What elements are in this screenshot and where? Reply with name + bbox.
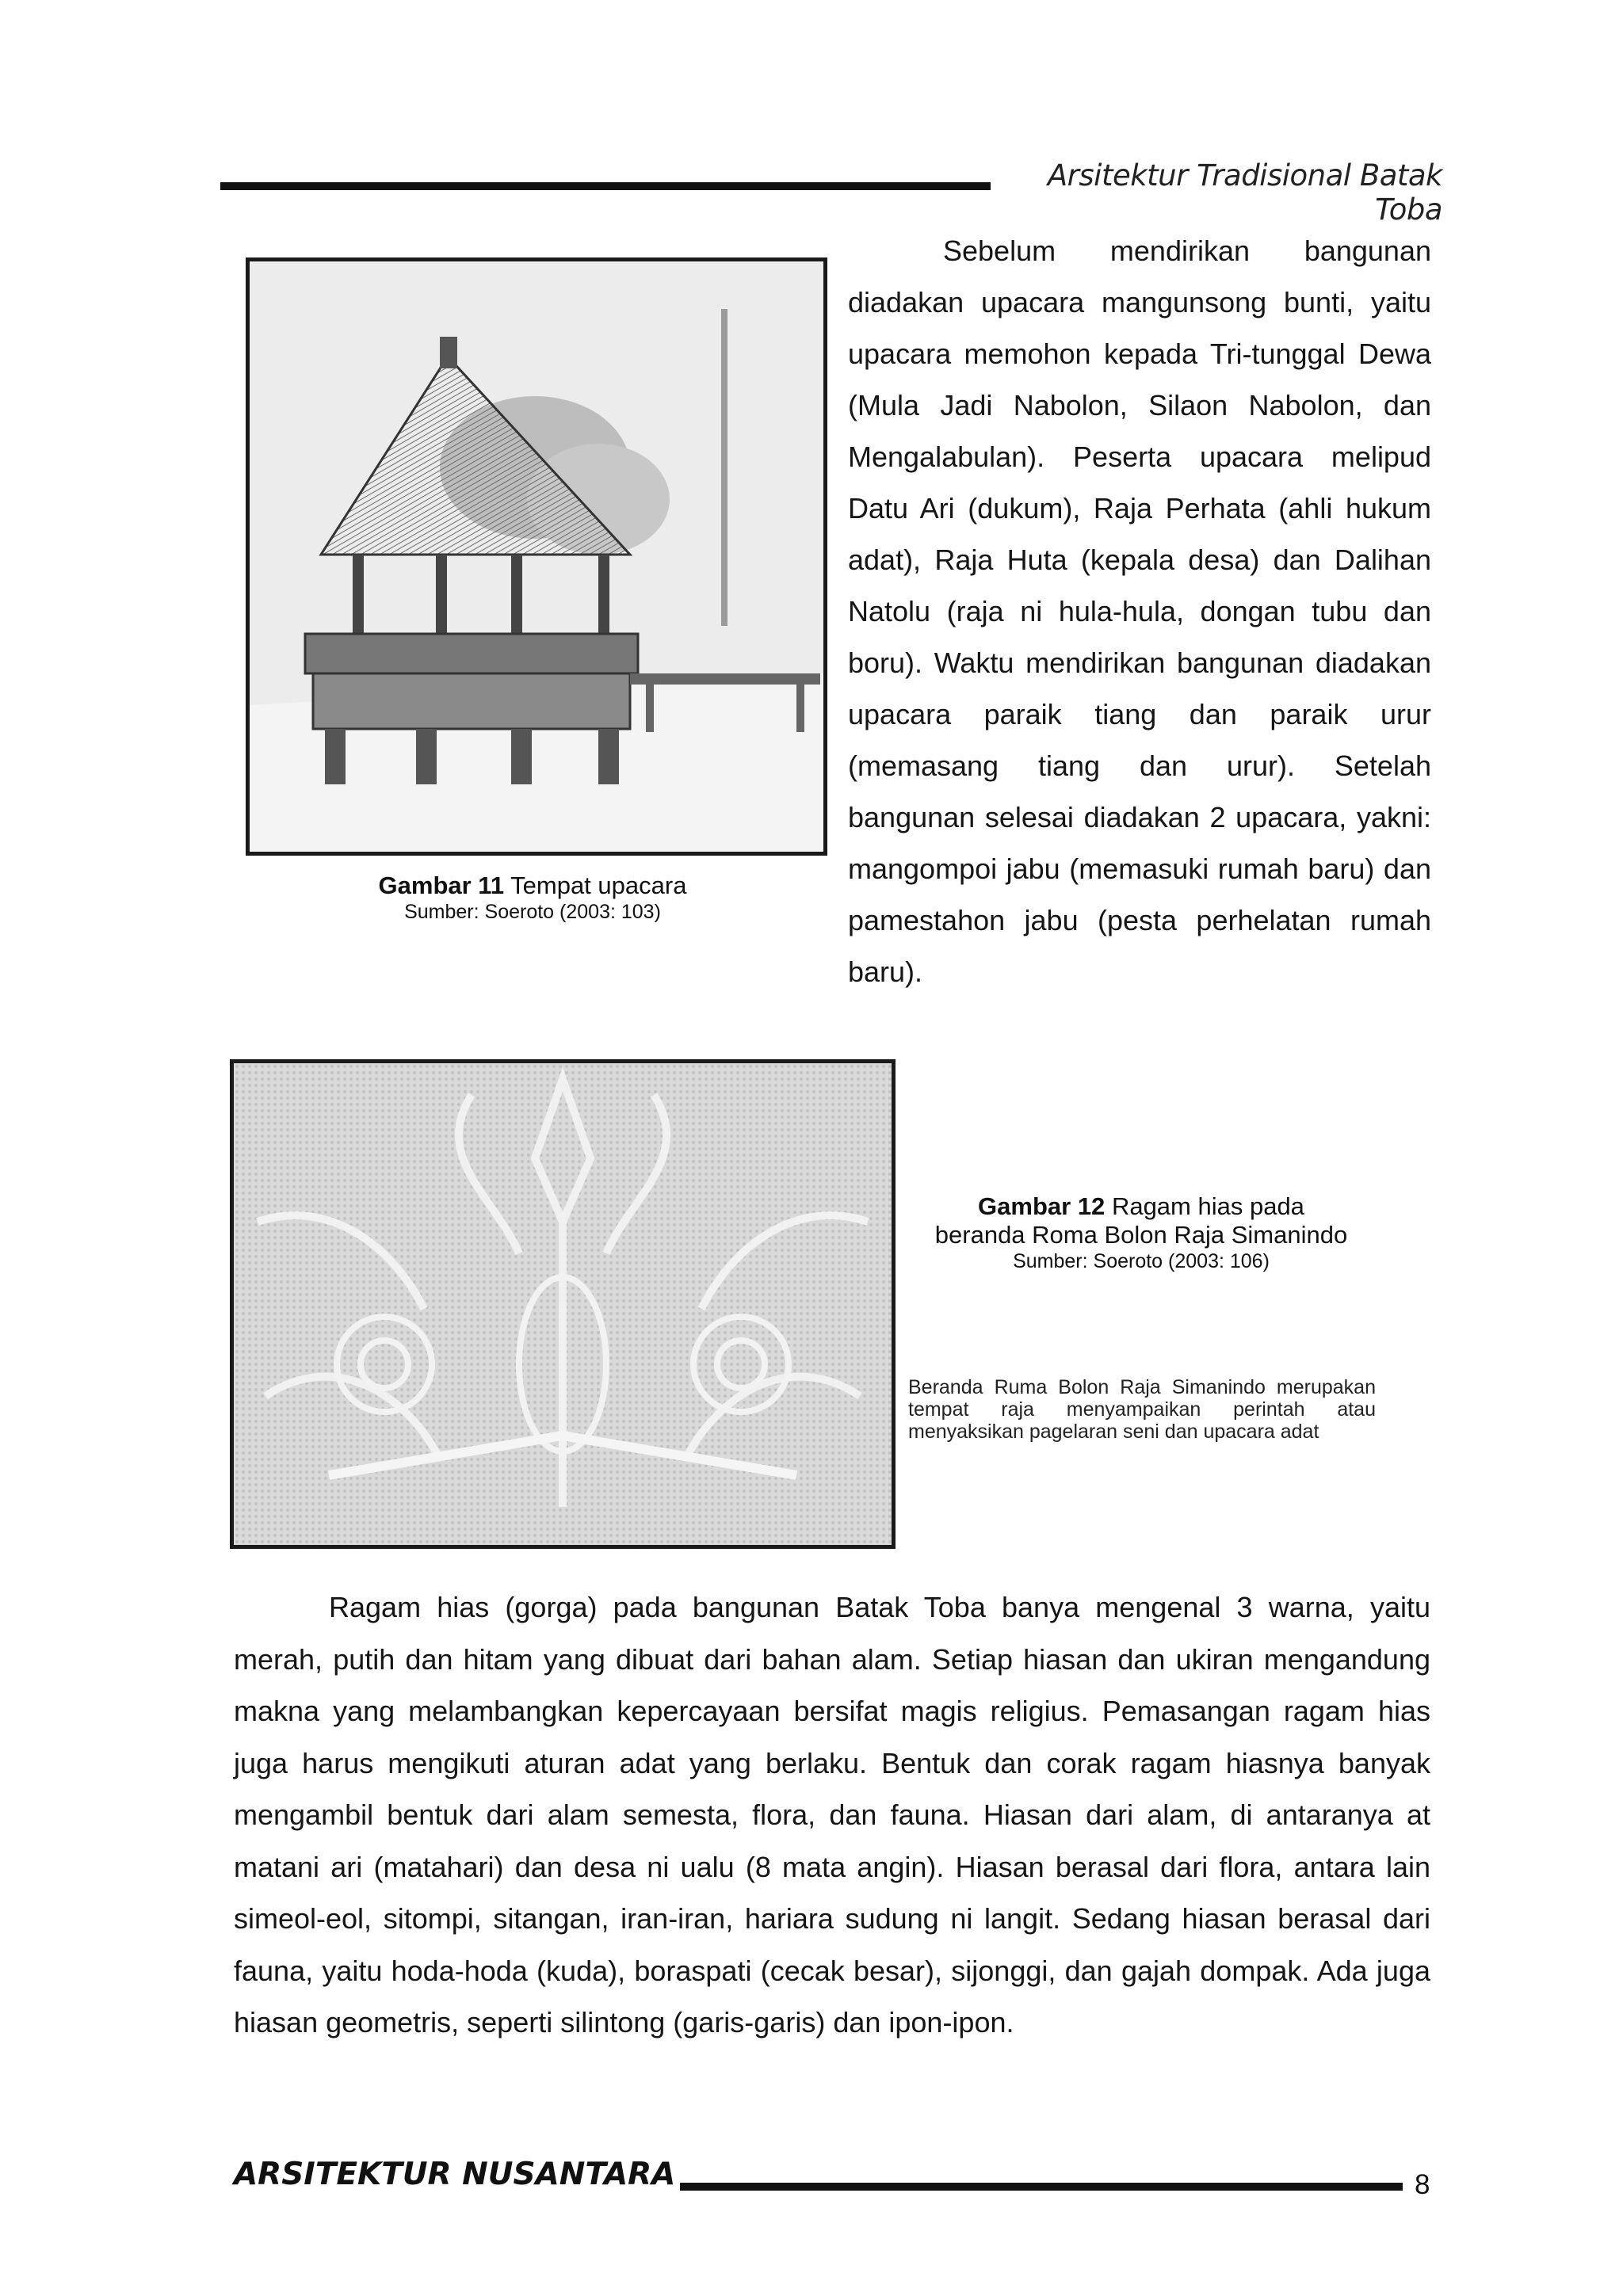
figure-11-title: Tempat upacara xyxy=(510,871,687,899)
footer-title: ARSITEKTUR NUSANTARA xyxy=(234,2157,676,2192)
pavilion-illustration xyxy=(250,261,823,852)
right-column-text xyxy=(848,225,1431,997)
figure-12-photo xyxy=(230,1059,896,1549)
figure-11-caption xyxy=(246,871,819,924)
figure-12-title-line2: beranda Roma Bolon Raja Simanindo xyxy=(934,1221,1348,1249)
header-rule xyxy=(220,182,991,190)
figure-12-caption xyxy=(903,1192,1379,1273)
figure-11-photo xyxy=(246,257,827,856)
figure-12-source: Sumber: Soeroto (2003: 106) xyxy=(1013,1250,1270,1272)
running-header-title: Arsitektur Tradisional Batak Toba xyxy=(1047,158,1442,227)
right-column-paragraph: Sebelum mendirikan bangunan diadakan upacara mangunsong bunti, yaitu upacara memohon kepada Tri-tunggal Dewa (Mula Jadi Nabolon, Silaon Nabolon, dan Mengalabulan). Peserta upacara melipud Datu Ari (dukum), Raja Perhata (ahli hukum adat), Raja Huta (kepala desa) dan Dalihan Natolu (raja ni hula-hula, dongan tubu dan boru). Waktu mendirikan bangunan diadakan upacara paraik tiang dan paraik urur (memasang tiang dan urur). Setelah bangunan selesai diadakan 2 upacara, yakni: mangompoi jabu (memasuki rumah baru) dan pamestahon jabu (pesta perhelatan rumah baru). xyxy=(848,235,1431,988)
ornament-illustration xyxy=(234,1063,892,1545)
page-number: 8 xyxy=(1415,2169,1430,2200)
figure-12-note: Beranda Ruma Bolon Raja Simanindo merupakan tempat raja menyampaikan perintah atau menyaksikan pagelaran seni dan upacara adat xyxy=(908,1376,1376,1443)
footer-rule xyxy=(680,2183,1403,2191)
figure-11-source: Sumber: Soeroto (2003: 103) xyxy=(404,901,661,923)
body-text xyxy=(234,1581,1430,2049)
body-paragraph: Ragam hias (gorga) pada bangunan Batak Toba banya mengenal 3 warna, yaitu merah, putih dan hitam yang dibuat dari bahan alam. Setiap hiasan dan ukiran mengandung makna yang melambangkan kepercayaan bersifat magis religius. Pemasangan ragam hias juga harus mengikuti aturan adat yang berlaku. Bentuk dan corak ragam hiasnya banyak mengambil bentuk dari alam semesta, flora, dan fauna. Hiasan dari alam, di antaranya at matani ari (matahari) dan desa ni ualu (8 mata angin). Hiasan berasal dari flora, antara lain simeol-eol, sitompi, sitangan, iran-iran, hariara sudung ni langit. Sedang hiasan berasal dari fauna, yaitu hoda-hoda (kuda), boraspati (cecak besar), sijonggi, dan gajah dompak. Ada juga hiasan geometris, seperti silintong (garis-garis) dan ipon-ipon. xyxy=(234,1591,1430,2039)
figure-12-title-line1: Ragam hias pada xyxy=(1111,1192,1304,1220)
figure-12-label: Gambar 12 xyxy=(978,1192,1106,1220)
figure-11-label: Gambar 11 xyxy=(378,871,505,899)
